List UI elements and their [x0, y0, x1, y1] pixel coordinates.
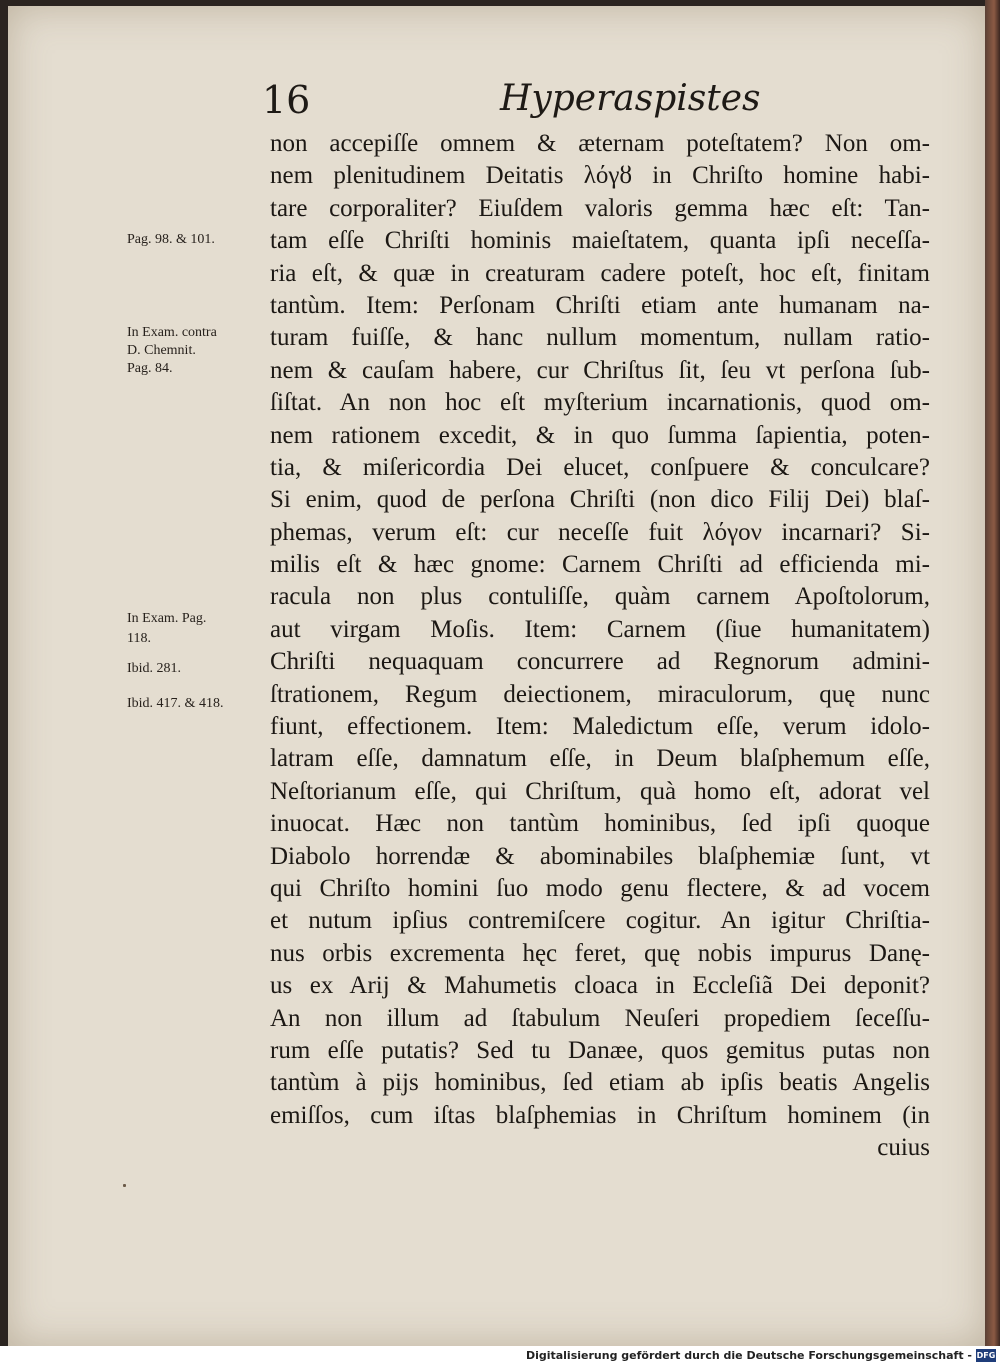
- text-line: fiunt, effectionem. Item: Maledictum eſſe, verum idolo-: [270, 713, 930, 741]
- text-line: nem plenitudinem Deitatis λόγȣ in Chriſto homine habi-: [270, 162, 930, 190]
- text-line: inuocat. Hæc non tantùm hominibus, ſed ipſi quoque: [270, 810, 930, 838]
- catchword: cuius: [877, 1134, 930, 1162]
- text-line: ria eſt, & quæ in creaturam cadere poteſt, hoc eſt, finitam: [270, 259, 930, 287]
- text-line: qui Chriſto homini ſuo modo genu flectere, & ad vocem: [270, 874, 930, 902]
- marginal-note: In Exam. Pag.: [127, 611, 207, 626]
- text-line: aut virgam Moſis. Item: Carnem (ſiue humanitatem): [270, 615, 930, 643]
- text-line: phemas, verum eſt: cur neceſſe fuit λόγον incarnari? Si-: [270, 518, 930, 546]
- text-line: turam fuiſſe, & hanc nullum momentum, nullam ratio-: [270, 324, 930, 352]
- text-line: Neſtorianum eſſe, qui Chriſtum, quà homo eſt, adorat vel: [270, 777, 930, 805]
- text-line: Diabolo horrendæ & abominabiles blaſphemiæ ſunt, vt: [270, 842, 930, 870]
- running-head: [0, 78, 978, 128]
- ink-speck: [123, 1184, 126, 1187]
- marginal-note: D. Chemnit.: [127, 343, 196, 358]
- body-text: [270, 128, 930, 1165]
- text-line: et nutum ipſius contremiſcere cogitur. An igitur Chriſtia-: [270, 907, 930, 935]
- marginal-note: In Exam. contra: [127, 325, 217, 340]
- text-line: rum eſſe putatis? Sed tu Danæe, quos gemitus putas non: [270, 1036, 930, 1064]
- text-line: tantùm. Item: Perſonam Chriſti etiam ante humanam na-: [270, 291, 930, 319]
- footer-credit: Digitalisierung gefördert durch die Deutsche Forschungsgemeinschaft -: [525, 1349, 972, 1362]
- marginal-note: Ibid. 281.: [127, 661, 182, 676]
- text-line: emiſſos, cum iſtas blaſphemias in Chriſtum hominem (in: [270, 1101, 930, 1129]
- text-line: us ex Arij & Mahumetis cloaca in Eccleſiã Dei deponit?: [270, 972, 930, 1000]
- text-line: ſtrationem, Regum deiectionem, miraculorum, quę nunc: [270, 680, 930, 708]
- text-line: tare corporaliter? Eiuſdem valoris gemma hæc eſt: Tan-: [270, 194, 930, 222]
- text-line: nem rationem excedit, & in quo ſumma ſapientia, poten-: [270, 421, 930, 449]
- marginal-note: Ibid. 417. & 418.: [127, 696, 224, 711]
- footer-bar: [0, 1346, 1000, 1366]
- marginal-note: 118.: [127, 631, 151, 646]
- marginal-note: Pag. 98. & 101.: [127, 232, 215, 247]
- text-line: Si enim, quod de perſona Chriſti (non dico Filij Dei) blaſ-: [270, 486, 930, 514]
- page-number: 16: [262, 78, 311, 122]
- text-line: ſiſtat. An non hoc eſt myſterium incarnationis, quod om-: [270, 389, 930, 417]
- marginal-note: Pag. 84.: [127, 361, 173, 376]
- text-line: non accepiſſe omnem & æternam poteſtatem? Non om-: [270, 130, 930, 157]
- text-line: Chriſti nequaquam concurrere ad Regnorum admini-: [270, 648, 930, 676]
- page-edge: [985, 0, 1000, 1348]
- text-line: latram eſſe, damnatum eſſe, in Deum blaſphemum eſſe,: [270, 745, 930, 773]
- text-line: tia, & miſericordia Dei elucet, conſpuere & conculcare?: [270, 453, 930, 481]
- text-line: tantùm à pijs hominibus, ſed etiam ab ipſis beatis Angelis: [270, 1069, 930, 1097]
- text-line: tam eſſe Chriſti hominis maieſtatem, quanta ipſi neceſſa-: [270, 227, 930, 255]
- text-line: milis eſt & hæc gnome: Carnem Chriſti ad efficienda mi-: [270, 551, 930, 579]
- text-line: An non illum ad ſtabulum Neuſeri propediem ſeceſſu-: [270, 1004, 930, 1032]
- text-line: nus orbis excrementa hęc feret, quę nobis impurus Danę-: [270, 939, 930, 967]
- running-title: Hyperaspistes: [500, 78, 761, 119]
- dfg-logo: DFG: [976, 1351, 996, 1360]
- text-line: racula non plus contuliſſe, quàm carnem Apoſtolorum,: [270, 583, 930, 611]
- text-line: nem & cauſam habere, cur Chriſtus ſit, ſeu vt perſona ſub-: [270, 356, 930, 384]
